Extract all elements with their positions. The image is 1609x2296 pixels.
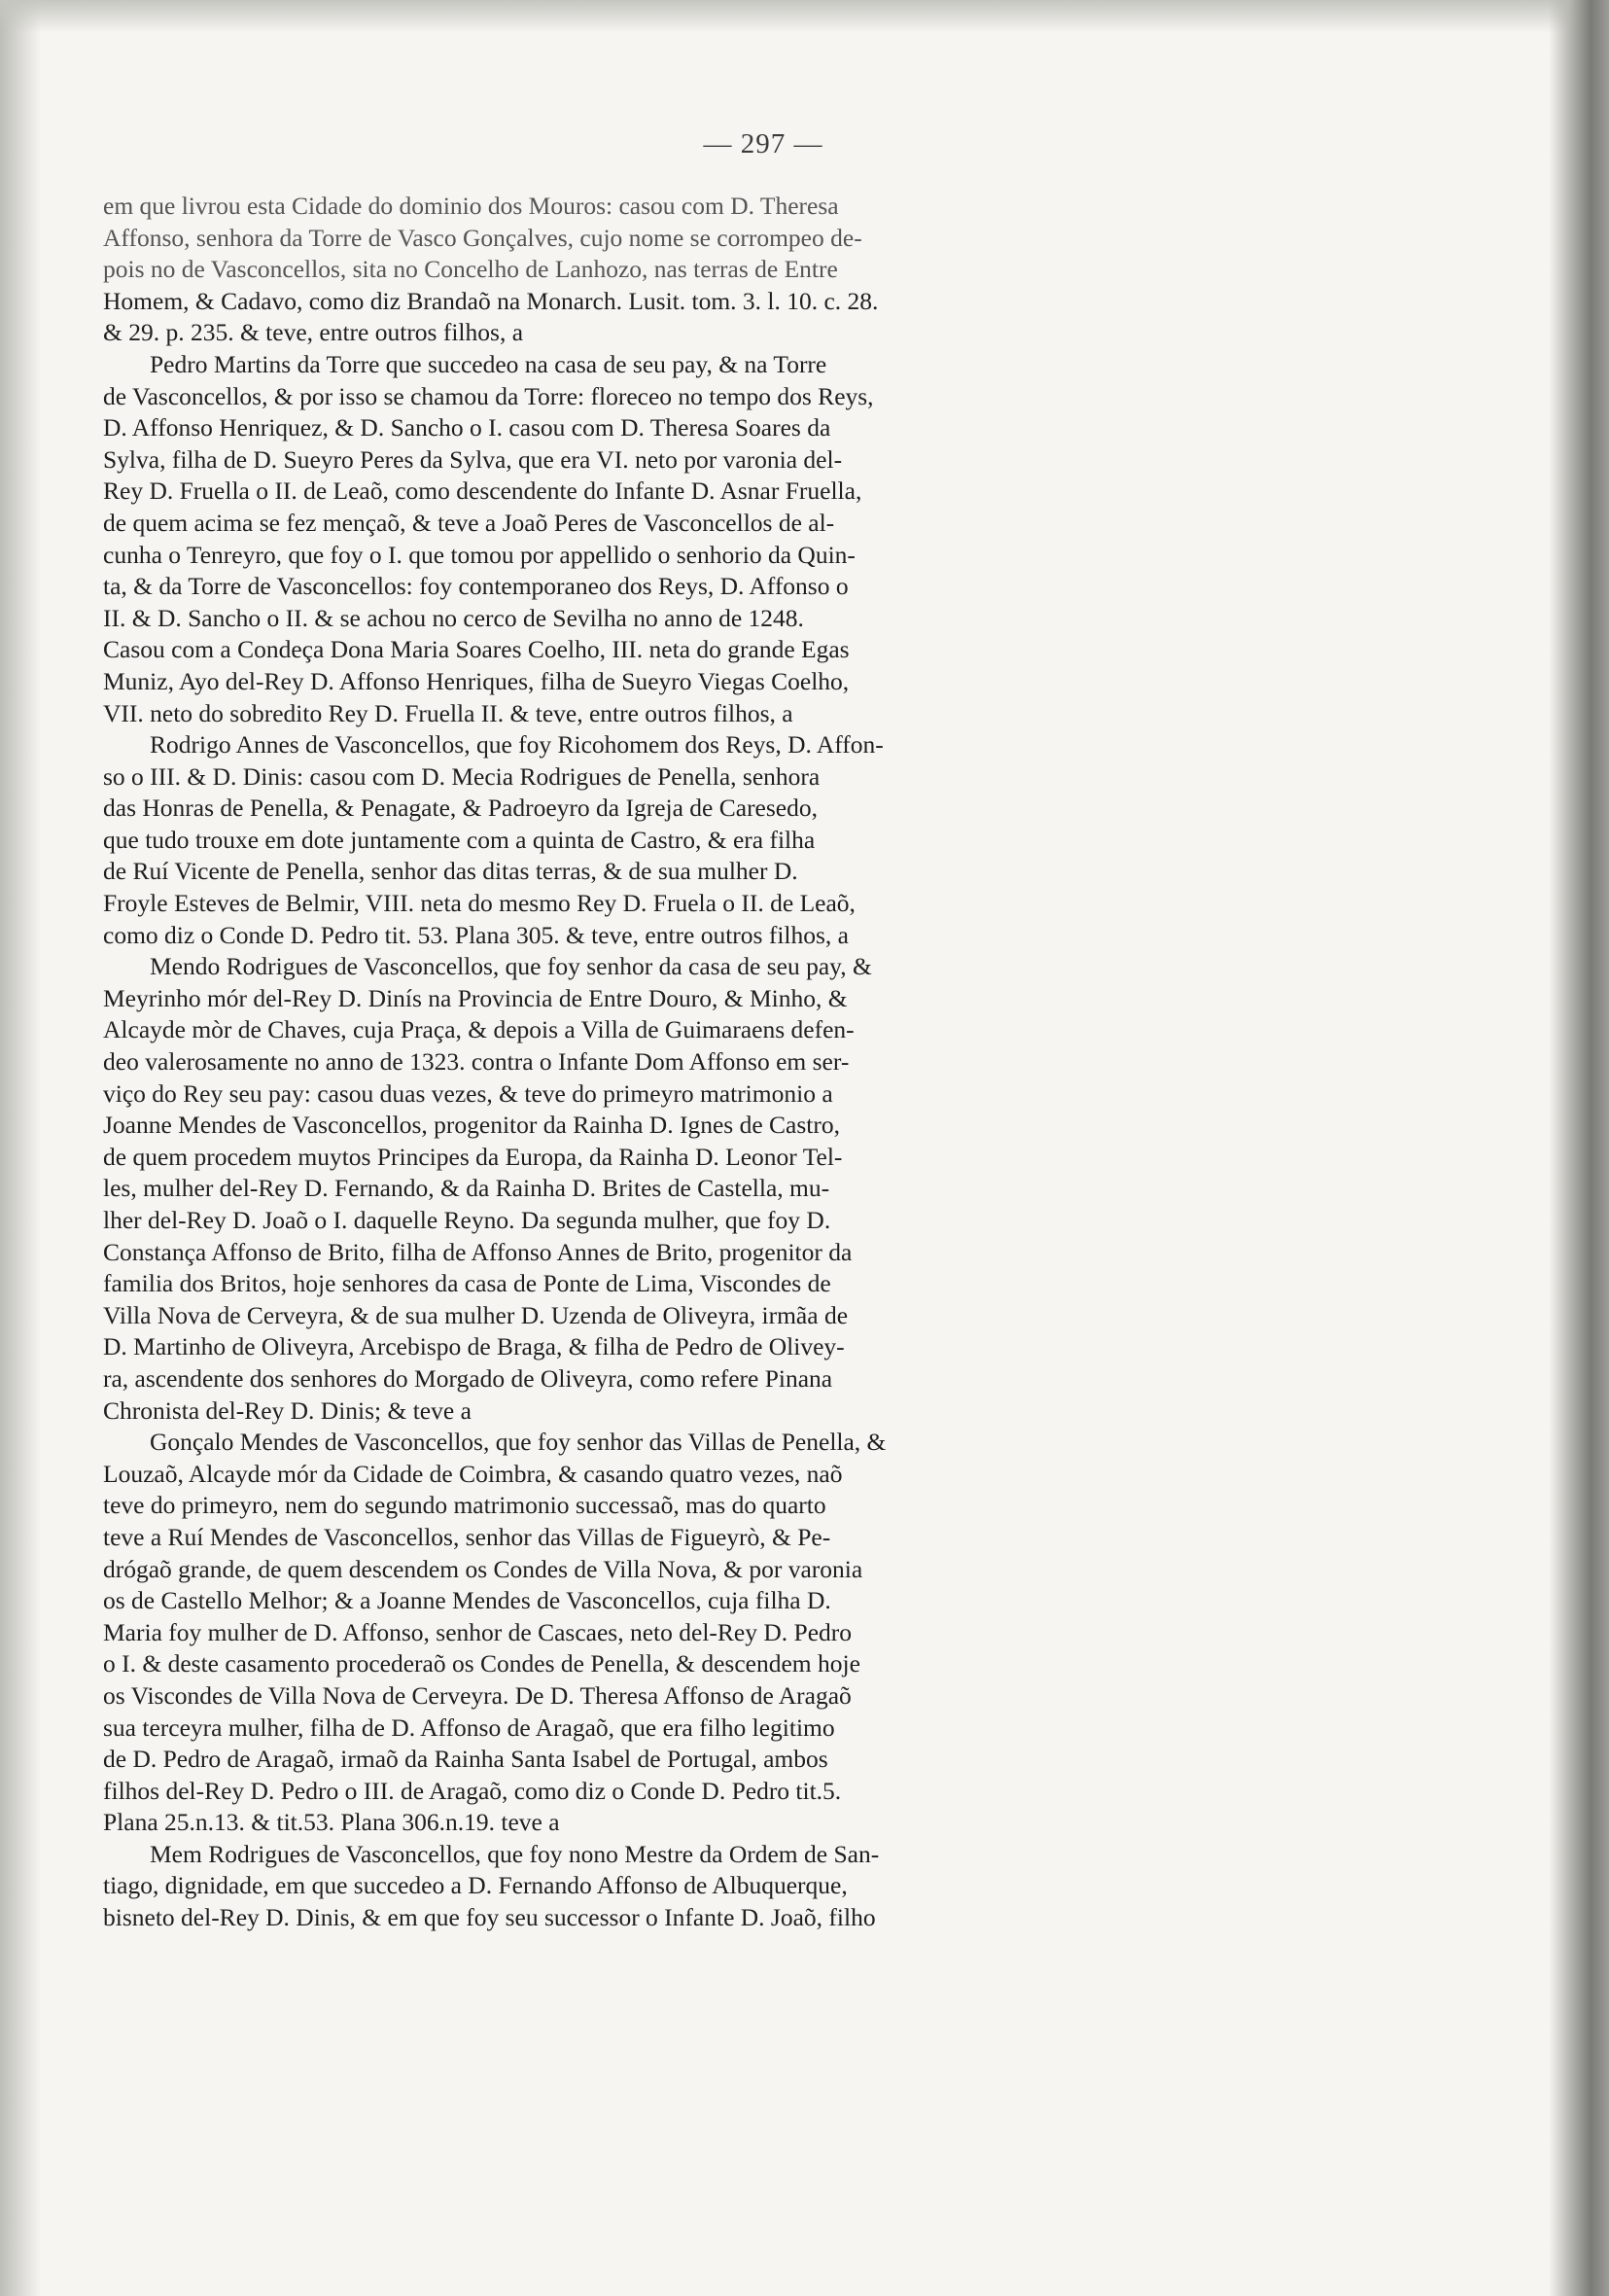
text-line: Villa Nova de Cerveyra, & de sua mulher D. Uzenda de Oliveyra, irmãa de <box>103 1300 849 1329</box>
text-line: de Vasconcellos, & por isso se chamou da Torre: floreceo no tempo dos Reys, <box>103 381 874 410</box>
text-line: ra, ascendente dos senhores do Morgado de Oliveyra, como refere Pinana <box>103 1363 833 1393</box>
text-line: Chronista del-Rey D. Dinis; & teve a <box>103 1395 472 1425</box>
text-line: Sylva, filha de D. Sueyro Peres da Sylva, que era VI. neto por varonia del- <box>103 444 843 474</box>
text-line: de quem acima se fez mençaõ, & teve a Joaõ Peres de Vasconcellos de al- <box>103 508 835 537</box>
text-line: em que livrou esta Cidade do dominio dos Mouros: casou com D. Theresa <box>103 192 839 220</box>
text-line: deo valerosamente no anno de 1323. contra o Infante Dom Affonso em ser- <box>103 1047 850 1077</box>
text-line: & 29. p. 235. & teve, entre outros filhos, a <box>103 318 524 347</box>
text-line: Affonso, senhora da Torre de Vasco Gonçalves, cujo nome se corrompeo de- <box>103 223 862 252</box>
text-line: Pedro Martins da Torre que succedeo na casa de seu pay, & na Torre <box>150 349 827 378</box>
text-line: II. & D. Sancho o II. & se achou no cerco de Sevilha no anno de 1248. <box>103 603 804 632</box>
text-line: ta, & da Torre de Vasconcellos: foy contemporaneo dos Reys, D. Affonso o <box>103 572 849 601</box>
text-line: Constança Affonso de Brito, filha de Affonso Annes de Brito, progenitor da <box>103 1237 853 1266</box>
text-line: os Viscondes de Villa Nova de Cerveyra. De D. Theresa Affonso de Aragaõ <box>103 1680 852 1710</box>
text-line: de D. Pedro de Aragaõ, irmaõ da Rainha Santa Isabel de Portugal, ambos <box>103 1745 828 1774</box>
text-line: Meyrinho mór del-Rey D. Dinís na Provincia de Entre Douro, & Minho, & <box>103 983 848 1012</box>
left-scan-shadow <box>0 0 41 2296</box>
text-line: tiago, dignidade, em que succedeo a D. Fernando Affonso de Albuquerque, <box>103 1871 848 1900</box>
text-line: Froyle Esteves de Belmir, VIII. neta do mesmo Rey D. Fruela o II. de Leaõ, <box>103 889 856 918</box>
body-text <box>103 191 1231 1934</box>
text-line: de quem procedem muytos Principes da Europa, da Rainha D. Leonor Tel- <box>103 1142 843 1171</box>
text-line: das Honras de Penella, & Penagate, & Padroeyro da Igreja de Caresedo, <box>103 794 818 823</box>
text-line: bisneto del-Rey D. Dinis, & em que foy seu successor o Infante D. Joaõ, filho <box>103 1903 876 1932</box>
text-line: teve a Ruí Mendes de Vasconcellos, senhor das Villas de Figueyrò, & Pe- <box>103 1522 831 1551</box>
text-line: o I. & deste casamento procederaõ os Condes de Penella, & descendem hoje <box>103 1649 860 1678</box>
text-line: Casou com a Condeça Dona Maria Soares Coelho, III. neta do grande Egas <box>103 635 850 664</box>
text-line: Maria foy mulher de D. Affonso, senhor de Cascaes, neto del-Rey D. Pedro <box>103 1617 853 1646</box>
text-line: Rodrigo Annes de Vasconcellos, que foy Ricohomem dos Reys, D. Affon- <box>150 730 884 759</box>
text-line: familia dos Britos, hoje senhores da casa de Ponte de Lima, Viscondes de <box>103 1269 831 1298</box>
text-line: Louzaõ, Alcayde mór da Cidade de Coimbra, & casando quatro vezes, naõ <box>103 1459 843 1488</box>
text-line: filhos del-Rey D. Pedro o III. de Aragaõ, como diz o Conde D. Pedro tit.5. <box>103 1776 842 1805</box>
top-scan-shadow <box>0 0 1609 33</box>
text-line: viço do Rey seu pay: casou duas vezes, & teve do primeyro matrimonio a <box>103 1078 833 1108</box>
text-line: Alcayde mòr de Chaves, cuja Praça, & depois a Villa de Guimaraens defen- <box>103 1015 855 1044</box>
text-line: Muniz, Ayo del-Rey D. Affonso Henriques, filha de Sueyro Viegas Coelho, <box>103 666 850 695</box>
text-line: que tudo trouxe em dote juntamente com a quinta de Castro, & era filha <box>103 825 816 854</box>
text-line: Joanne Mendes de Vasconcellos, progenitor da Rainha D. Ignes de Castro, <box>103 1111 840 1140</box>
text-line: Rey D. Fruella o II. de Leaõ, como descendente do Infante D. Asnar Fruella, <box>103 477 862 506</box>
text-line: VII. neto do sobredito Rey D. Fruella II. & teve, entre outros filhos, a <box>103 698 793 727</box>
text-line: lher del-Rey D. Joaõ o I. daquelle Reyno. Da segunda mulher, que foy D. <box>103 1206 831 1234</box>
text-line: Gonçalo Mendes de Vasconcellos, que foy senhor das Villas de Penella, & <box>150 1428 887 1457</box>
text-line: de Ruí Vicente de Penella, senhor das ditas terras, & de sua mulher D. <box>103 857 798 886</box>
text-line: teve do primeyro, nem do segundo matrimonio successaõ, mas do quarto <box>103 1491 826 1520</box>
text-line: so o III. & D. Dinis: casou com D. Mecia Rodrigues de Penella, senhora <box>103 761 821 791</box>
text-line: drógaõ grande, de quem descendem os Condes de Villa Nova, & por varonia <box>103 1554 863 1583</box>
text-line: os de Castello Melhor; & a Joanne Mendes de Vasconcellos, cuja filha D. <box>103 1586 831 1615</box>
text-line: D. Martinho de Oliveyra, Arcebispo de Braga, & filha de Pedro de Olivey- <box>103 1332 845 1361</box>
text-line: cunha o Tenreyro, que foy o I. que tomou por appellido o senhorio da Quin- <box>103 540 856 569</box>
text-line: Mendo Rodrigues de Vasconcellos, que foy senhor da casa de seu pay, & <box>150 952 872 981</box>
text-line: pois no de Vasconcellos, sita no Concelho de Lanhozo, nas terras de Entre <box>103 255 838 284</box>
text-line: Plana 25.n.13. & tit.53. Plana 306.n.19. teve a <box>103 1808 560 1837</box>
text-line: D. Affonso Henriquez, & D. Sancho o I. casou com D. Theresa Soares da <box>103 413 831 442</box>
text-line: Homem, & Cadavo, como diz Brandaõ na Monarch. Lusit. tom. 3. l. 10. c. 28. <box>103 286 879 315</box>
page-number: — 297 — <box>703 128 823 159</box>
text-line: Mem Rodrigues de Vasconcellos, que foy nono Mestre da Ordem de San- <box>150 1839 880 1868</box>
text-line: les, mulher del-Rey D. Fernando, & da Rainha D. Brites de Castella, mu- <box>103 1174 830 1203</box>
page-binding-edge <box>1549 0 1609 2296</box>
text-line: sua terceyra mulher, filha de D. Affonso de Aragaõ, que era filho legitimo <box>103 1713 835 1742</box>
text-line: como diz o Conde D. Pedro tit. 53. Plana 305. & teve, entre outros filhos, a <box>103 920 849 949</box>
